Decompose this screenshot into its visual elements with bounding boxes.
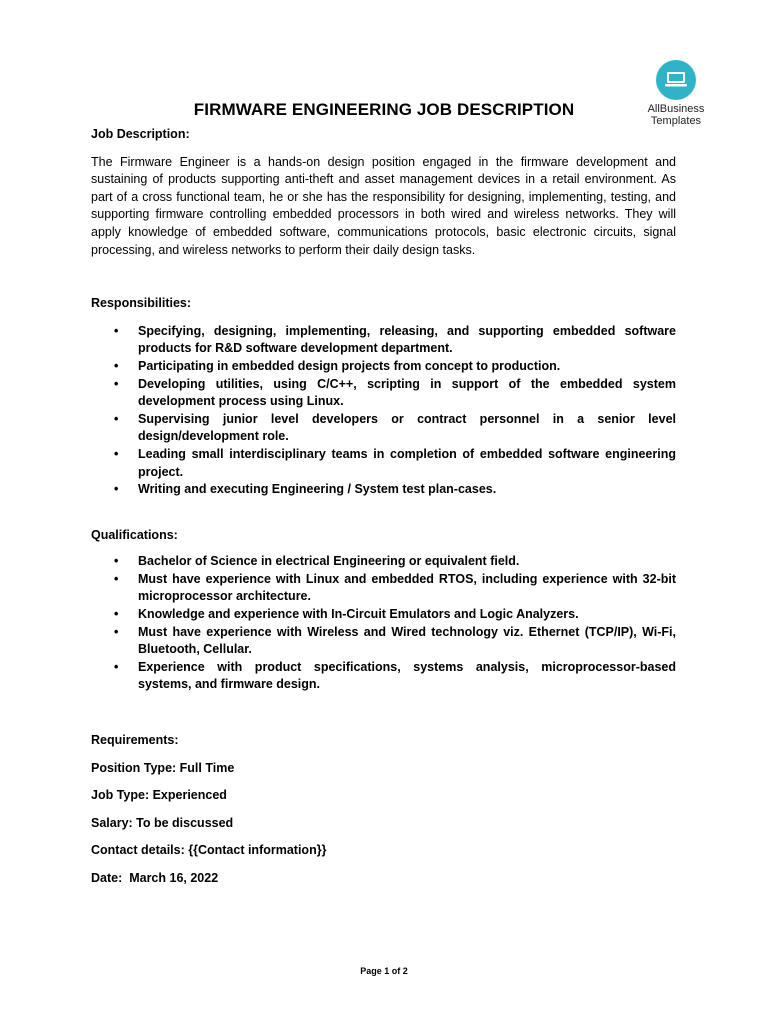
list-item: • Must have experience with Wireless and Wired technology viz. Ethernet (TCP/IP), Wi-Fi, Bluetooth, Cellular. — [91, 624, 676, 659]
requirements-heading: Requirements: — [91, 733, 179, 748]
page-number: Page 1 of 2 — [360, 966, 408, 976]
list-item: • Bachelor of Science in electrical Engineering or equivalent field. — [91, 553, 676, 571]
job-description-paragraph: The Firmware Engineer is a hands-on design position engaged in the firmware development and sustaining of products supporting anti-theft and asset management devices in a retail environment. As part of a cross functional team, he or she has the responsibility for designing, implementing, testing, and supporting firmware controlling embedded processors in both wired and wireless networks. They will apply knowledge of embedded software, communications protocols, basic electronic circuits, signal processing, and wireless networks to perform their daily design tasks. — [91, 154, 676, 257]
qualifications-heading: Qualifications: — [91, 527, 178, 542]
list-item: • Participating in embedded design projects from concept to production. — [91, 358, 676, 376]
qualifications-list — [91, 553, 676, 694]
date: Date: March 16, 2022 — [91, 871, 219, 885]
job-description-heading: Job Description: — [91, 127, 190, 141]
job-type: Job Type: Experienced — [91, 788, 227, 803]
list-item: • Developing utilities, using C/C++, scripting in support of the embedded system development process using Linux. — [91, 376, 676, 411]
logo-line-1: AllBusiness — [647, 103, 705, 115]
document-body — [91, 126, 676, 898]
list-item: • Specifying, designing, implementing, releasing, and supporting embedded software products for R&D software development department. — [91, 323, 676, 358]
position-type: Position Type: Full Time — [91, 760, 235, 775]
document-title: FIRMWARE ENGINEERING JOB DESCRIPTION — [193, 100, 575, 119]
list-item: • Writing and executing Engineering / System test plan-cases. — [91, 481, 676, 499]
laptop-icon — [656, 60, 696, 100]
list-item: • Must have experience with Linux and embedded RTOS, including experience with 32-bit microprocessor architecture. — [91, 571, 676, 606]
responsibilities-list — [91, 323, 676, 499]
list-item: • Knowledge and experience with In-Circuit Emulators and Logic Analyzers. — [91, 606, 676, 624]
contact-details: Contact details: {{Contact information}} — [91, 843, 327, 858]
list-item: • Experience with product specifications, systems analysis, microprocessor-based systems, and firmware design. — [91, 659, 676, 694]
logo-line-2: Templates — [650, 115, 702, 127]
salary: Salary: To be discussed — [91, 815, 234, 830]
list-item: • Supervising junior level developers or contract personnel in a senior level design/development role. — [91, 411, 676, 446]
responsibilities-heading: Responsibilities: — [91, 296, 192, 311]
list-item: • Leading small interdisciplinary teams in completion of embedded software engineering project. — [91, 446, 676, 481]
